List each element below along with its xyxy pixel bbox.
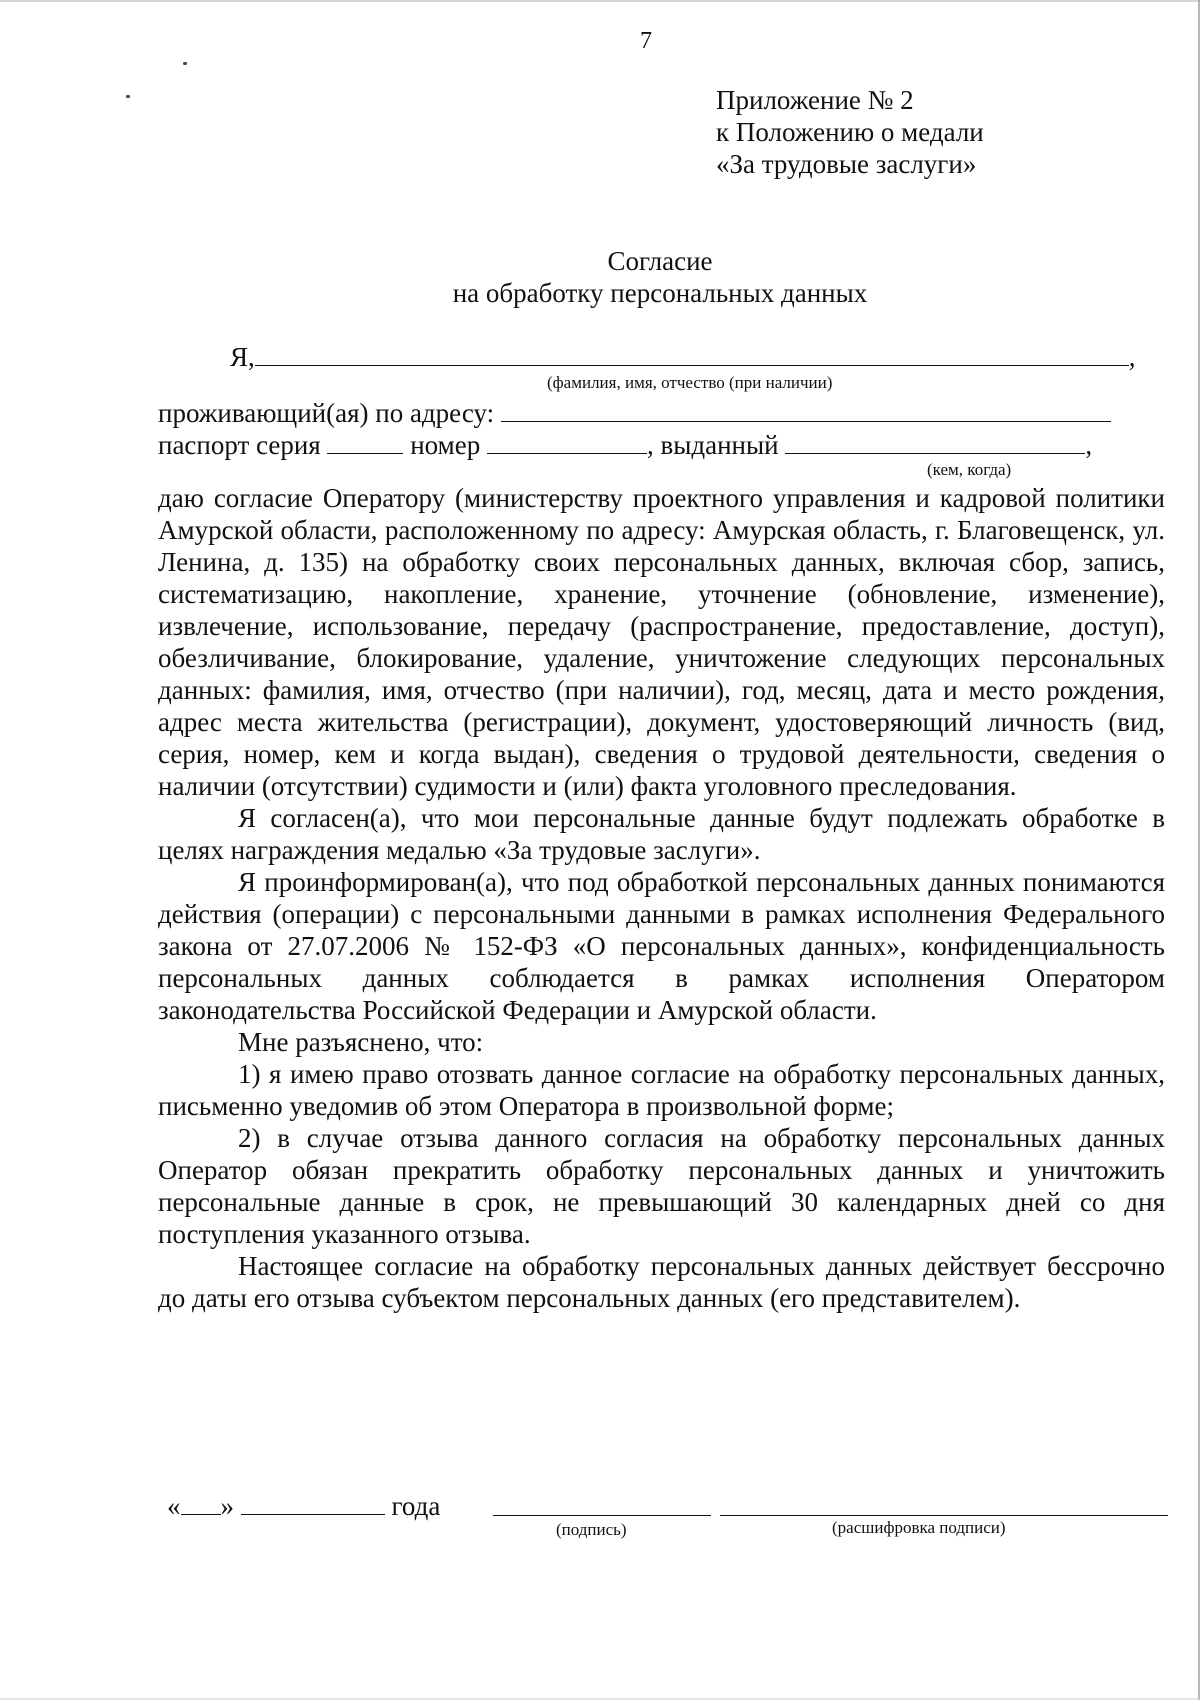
informed-paragraph: Я проинформирован(а), что под обработкой персональных данных понимаются действия (операции) с персональными данными в рамках исполнения Федерального закона от 27.07.2006 № 152-ФЗ «О персональных данных», конфиденциальность персональных данных соблюдается в рамках исполнения Оператором законодательства Российской Федерации и Амурской области.	[158, 867, 1165, 1025]
consent-paragraph: даю согласие Оператору (министерству проектного управления и кадровой политики Амурской области, расположенному по адресу: Амурская область, г. Благовещенск, ул. Ленина, д. 135) на обработку своих персональных данных, включая сбор, запись, систематизацию, накопление, хранение, уточнение (обновление, изменение), извлечение, использование, передачу (распространение, предоставление, доступ), обезличивание, блокирование, удаление, уничтожение следующих персональных данных: фамилия, имя, отчество (при наличии), год, месяц, дата и место рождения, адрес места жительства (регистрации), документ, удостоверяющий личность (вид, серия, номер, кем и когда выдан), сведения о трудовой деятельности, сведения о наличии (отсутствии) судимости и (или) факта уголовного преследования.	[158, 483, 1165, 801]
document-title	[0, 245, 1200, 309]
scan-speck	[183, 62, 187, 65]
passport-number-field[interactable]	[487, 431, 647, 454]
item-2-paragraph: 2) в случае отзыва данного согласия на обработку персональных данных Оператор обязан прекратить обработку персональных данных и уничтожить персональные данные в срок, не превышающий 30 календарных дней со дня поступления указанного отзыва.	[158, 1123, 1165, 1249]
decoding-caption: (расшифровка подписи)	[832, 1518, 1006, 1537]
passport-series-field[interactable]	[327, 431, 403, 454]
title-line: Согласие	[607, 246, 713, 276]
title-line: на обработку персональных данных	[452, 278, 868, 308]
consent-body	[158, 482, 1165, 1314]
address-field[interactable]	[501, 399, 1111, 422]
quote-open: «	[167, 1491, 181, 1521]
day-field[interactable]	[181, 1492, 221, 1515]
i-label: Я,	[230, 342, 255, 372]
quote-close: »	[220, 1491, 234, 1521]
punctuation: ,	[1085, 430, 1093, 460]
signature-decoding-field[interactable]	[720, 1514, 1168, 1516]
name-caption: (фамилия, имя, отчество (при наличии)	[547, 373, 833, 392]
year-label: года	[391, 1491, 441, 1521]
name-line	[230, 341, 1136, 373]
issued-label: , выданный	[647, 430, 779, 460]
address-line	[158, 397, 1111, 429]
date-line	[167, 1490, 440, 1522]
address-label: проживающий(ая) по адресу:	[158, 398, 495, 428]
passport-series-label: паспорт серия	[158, 430, 321, 460]
issued-by-field[interactable]	[785, 431, 1085, 454]
appendix-line: Приложение № 2	[716, 85, 914, 115]
full-name-field[interactable]	[255, 343, 1129, 366]
passport-line	[158, 429, 1092, 461]
explained-paragraph: Мне разъяснено, что:	[238, 1027, 484, 1057]
passport-number-label: номер	[410, 430, 481, 460]
appendix-line: к Положению о медали	[716, 117, 984, 147]
appendix-header	[716, 84, 984, 180]
scan-speck	[126, 95, 130, 98]
agree-paragraph: Я согласен(а), что мои персональные данные будут подлежать обработке в целях награждения медалью «За трудовые заслуги».	[158, 803, 1165, 865]
validity-paragraph: Настоящее согласие на обработку персональных данных действует бессрочно до даты его отзыва субъектом персональных данных (его представителем).	[158, 1251, 1165, 1313]
signature-caption: (подпись)	[556, 1520, 627, 1539]
scan-edge	[0, 0, 1200, 2]
punctuation: ,	[1128, 342, 1136, 372]
issued-caption: (кем, когда)	[927, 460, 1012, 479]
item-1-paragraph: 1) я имею право отозвать данное согласие на обработку персональных данных, письменно уведомив об этом Оператора в произвольной форме;	[158, 1059, 1165, 1121]
appendix-line: «За трудовые заслуги»	[716, 149, 977, 179]
signature-field[interactable]	[493, 1514, 711, 1516]
month-field[interactable]	[241, 1492, 385, 1515]
page-number: 7	[640, 28, 652, 54]
